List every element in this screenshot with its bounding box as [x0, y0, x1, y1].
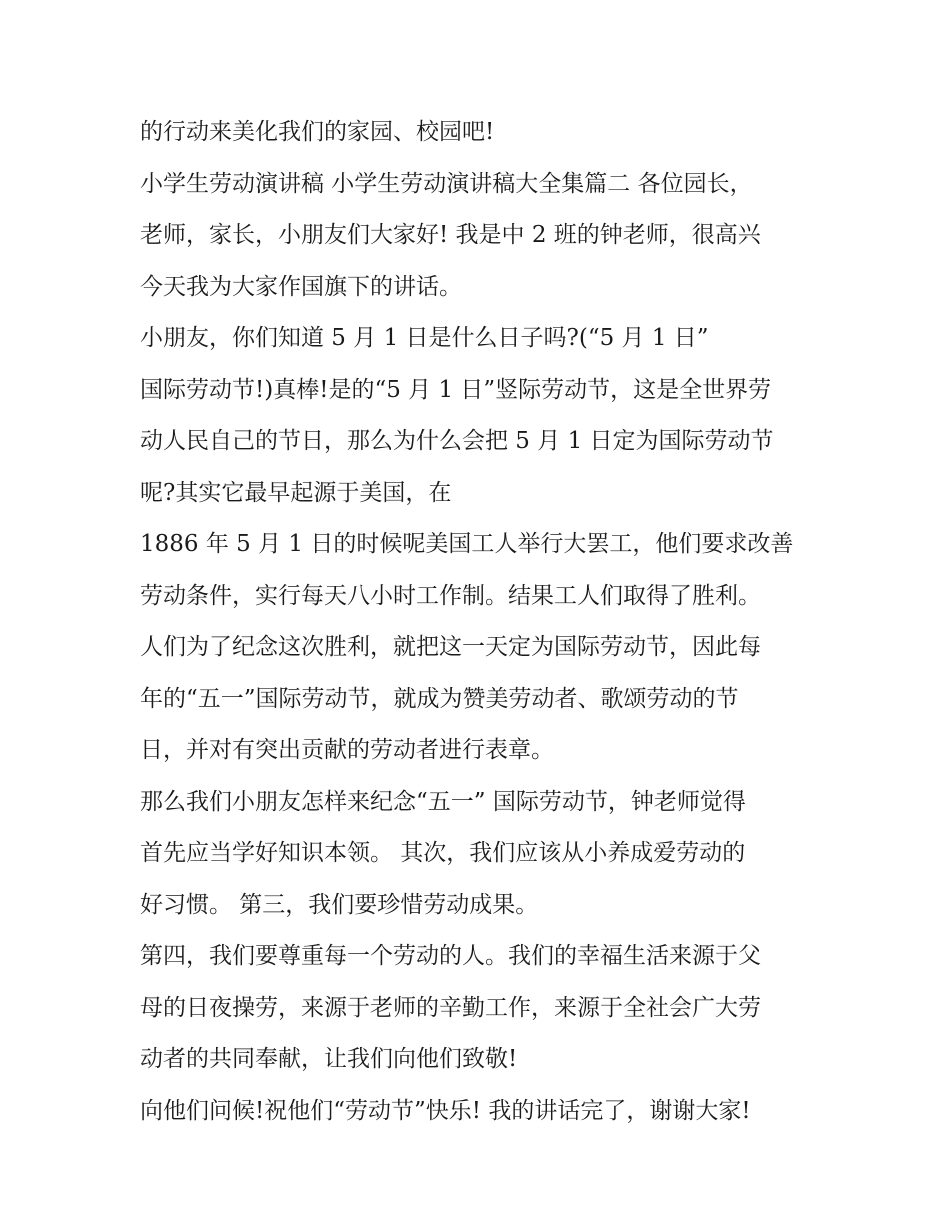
text-line: 首先应当学好知识本领。 其次，我们应该从小养成爱劳动的 — [140, 840, 746, 866]
text-line: 呢?其实它最早起源于美国，在 — [140, 479, 452, 506]
text-line: 母的日夜操劳，来源于老师的辛勤工作，来源于全社会广大劳 — [140, 994, 761, 1021]
text-line: 好习惯。 第三，我们要珍惜劳动成果。 — [140, 891, 539, 918]
text-line: 人们为了纪念这次胜利，就把这一天定为国际劳动节，因此每 — [140, 634, 761, 660]
text-line: 第四，我们要尊重每一个劳动的人。我们的幸福生活来源于父 — [140, 943, 761, 969]
text-line: 劳动条件，实行每天八小时工作制。结果工人们取得了胜利。 — [140, 582, 761, 609]
text-line: 向他们问候!祝他们“劳动节”快乐! 我的讲话完了，谢谢大家! — [140, 1097, 751, 1124]
text-line: 的行动来美化我们的家园、校园吧! — [140, 119, 495, 145]
text-line: 动者的共同奉献，让我们向他们致敬! — [140, 1046, 518, 1072]
text-line: 小学生劳动演讲稿 小学生劳动演讲稿大全集篇二 各位园长， — [140, 170, 753, 197]
text-line: 小朋友，你们知道 5 月 1 日是什么日子吗?(“5 月 1 日” — [140, 325, 709, 351]
text-line: 动人民自己的节日，那么为什么会把 5 月 1 日定为国际劳动节 — [140, 428, 774, 454]
text-line: 1886 年 5 月 1 日的时候呢美国工人举行大罢工，他们要求改善 — [140, 531, 794, 557]
document-body — [140, 107, 830, 1137]
text-line: 老师，家长，小朋友们大家好! 我是中 2 班的钟老师，很高兴 — [140, 222, 761, 248]
text-line: 那么我们小朋友怎样来纪念“五一” 国际劳动节，钟老师觉得 — [140, 788, 746, 815]
text-line: 日，并对有突出贡献的劳动者进行表章。 — [140, 737, 554, 763]
text-line: 今天我为大家作国旗下的讲话。 — [140, 273, 462, 300]
text-line: 年的“五一”国际劳动节，就成为赞美劳动者、歌颂劳动的节 — [140, 685, 739, 712]
text-line: 国际劳动节!)真棒!是的“5 月 1 日”竖际劳动节，这是全世界劳 — [140, 376, 772, 403]
